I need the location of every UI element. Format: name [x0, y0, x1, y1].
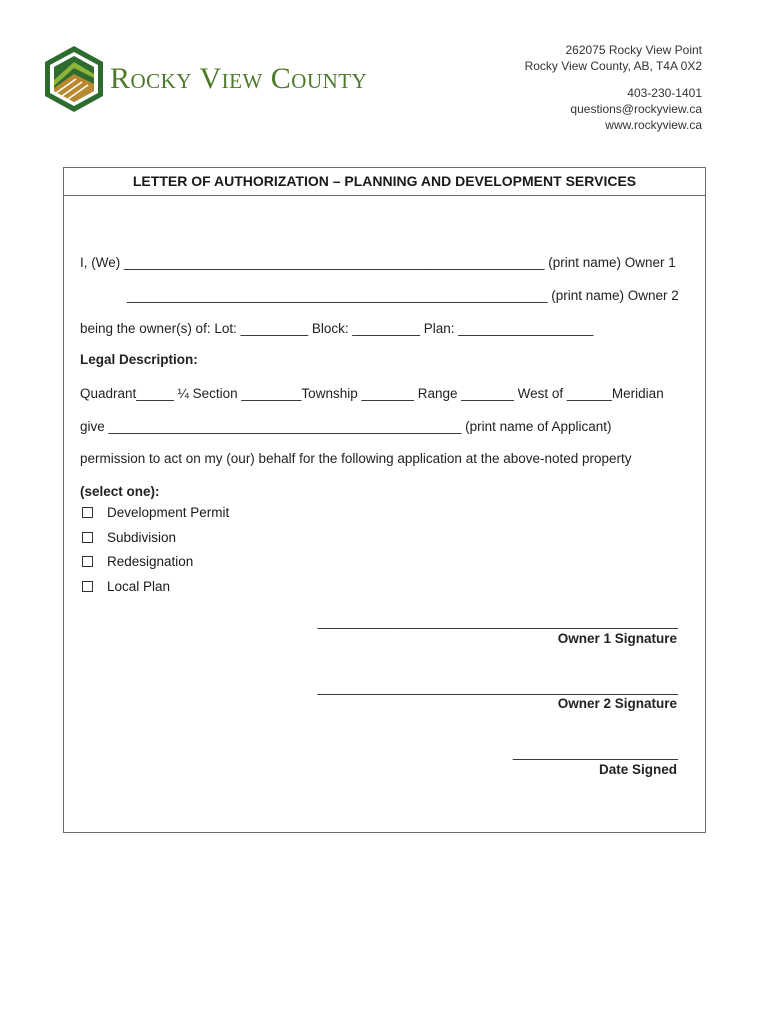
- website-link[interactable]: www.rockyview.ca: [605, 118, 702, 132]
- owner-2-signature-label: Owner 2 Signature: [557, 696, 677, 711]
- applicant-name-line: give _______________________________________________ (print name of Applicant): [80, 419, 612, 434]
- contact-info: [525, 42, 702, 133]
- phone-number: 403-230-1401: [627, 86, 702, 100]
- permission-statement: permission to act on my (our) behalf for the following application at the above-noted property: [80, 451, 632, 466]
- option-subdivision[interactable]: [82, 530, 176, 545]
- address-line-1: 262075 Rocky View Point: [565, 43, 702, 57]
- email-link[interactable]: questions@rockyview.ca: [570, 102, 702, 116]
- owner-2-name-line: ________________________________________________________ (print name) Owner 2: [127, 288, 679, 303]
- option-label: Local Plan: [107, 579, 171, 594]
- form-title: LETTER OF AUTHORIZATION – PLANNING AND DEVELOPMENT SERVICES: [64, 168, 705, 196]
- legal-description-line: Quadrant_____ ¼ Section ________Township _______ Range _______ West of ______Meridian: [80, 386, 664, 401]
- checkbox[interactable]: [82, 507, 93, 518]
- property-line: being the owner(s) of: Lot: _________ Block: _________ Plan: __________________: [80, 321, 594, 336]
- owner-1-signature-field[interactable]: ________________________________________________: [317, 614, 678, 629]
- owner-1-name-line: I, (We) ________________________________________________________ (print name) Owner 1: [80, 255, 676, 270]
- option-label: Development Permit: [107, 505, 230, 520]
- checkbox[interactable]: [82, 581, 93, 592]
- legal-description-heading: Legal Description:: [80, 352, 198, 367]
- select-one-heading: (select one):: [80, 484, 160, 499]
- date-signed-label: Date Signed: [598, 762, 677, 777]
- option-label: Redesignation: [107, 554, 194, 569]
- owner-2-signature-field[interactable]: ________________________________________________: [317, 680, 678, 695]
- brand-name: Rocky View County: [110, 62, 368, 95]
- option-redesignation[interactable]: [82, 554, 193, 569]
- date-signed-field[interactable]: ______________________: [512, 745, 678, 760]
- owner-1-signature-label: Owner 1 Signature: [557, 631, 677, 646]
- option-local-plan[interactable]: [82, 579, 170, 594]
- option-label: Subdivision: [107, 530, 177, 545]
- checkbox[interactable]: [82, 556, 93, 567]
- checkbox[interactable]: [82, 532, 93, 543]
- rocky-view-logo-icon: [42, 44, 106, 114]
- option-development-permit[interactable]: [82, 505, 229, 520]
- address-line-2: Rocky View County, AB, T4A 0X2: [524, 59, 702, 73]
